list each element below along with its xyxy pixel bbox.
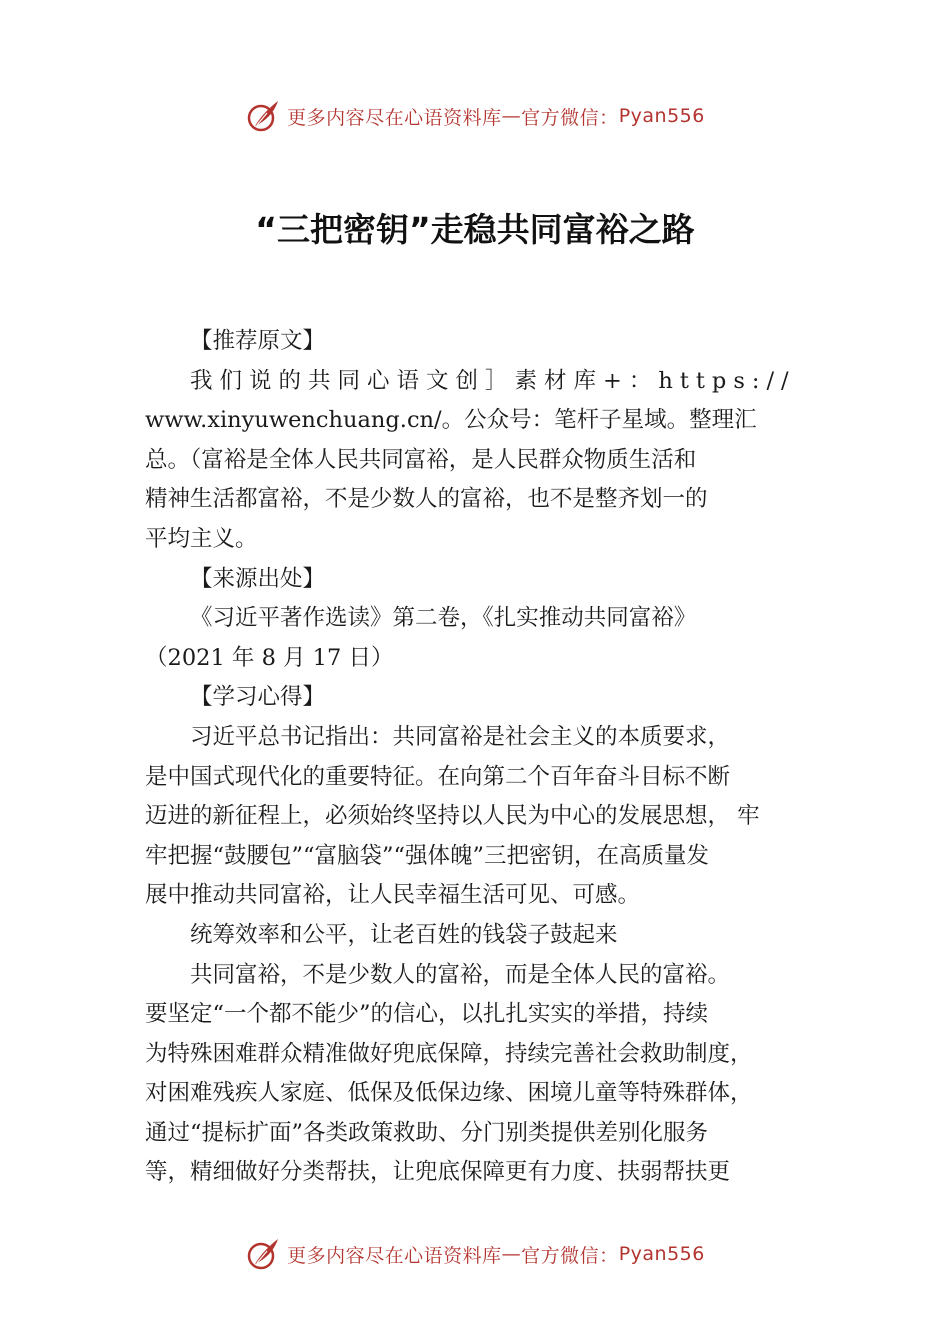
source-heading: 【来源出处】 (190, 565, 326, 592)
study-line: 迈进的新征程上，必须始终坚持以人民为中心的发展思想， 牢 (145, 803, 760, 830)
study-heading: 【学习心得】 (190, 684, 326, 711)
recommend-line: 平均主义。 (145, 525, 258, 552)
paragraph-line: 对困难残疾人家庭、低保及低保边缘、困境儿童等特殊群体， (145, 1080, 753, 1107)
document-body (145, 322, 817, 1193)
brand-dash: — (501, 1243, 522, 1265)
study-line: 是中国式现代化的重要特征。在向第二个百年奋斗目标不断 (145, 763, 731, 790)
section-subheading: 统筹效率和公平，让老百姓的钱袋子鼓起来 (190, 921, 618, 948)
recommend-line: www.xinyuwenchuang.cn/。公众号：笔杆子星域。整理汇 (145, 407, 757, 434)
brand-dash: — (501, 105, 522, 127)
study-line: 展中推动共同富裕，让人民幸福生活可见、可感。 (145, 882, 641, 909)
paragraph-line: 为特殊困难群众精准做好兜底保障，持续完善社会救助制度， (145, 1040, 753, 1067)
quill-feather-icon (245, 1236, 281, 1272)
paragraph-line: 要坚定“一个都不能少”的信心，以扎扎实实的举措，持续 (145, 1001, 709, 1028)
brand-text: 更多内容尽在心语资料库 (287, 1244, 502, 1267)
recommend-heading: 【推荐原文】 (190, 328, 326, 354)
paragraph-line: 共同富裕，不是少数人的富裕，而是全体人民的富裕。 (190, 961, 731, 988)
document-title: “三把密钥”走稳共同富裕之路 (255, 210, 695, 249)
paragraph-line: 等，精细做好分类帮扶，让兜底保障更有力度、扶弱帮扶更 (145, 1159, 731, 1186)
footer-banner (0, 1234, 950, 1274)
wechat-label: 官方微信： (521, 1244, 619, 1267)
recommend-line: 我们说的共同心语文创］素材库+：https:// (190, 367, 796, 394)
source-line: 《习近平著作选读》第二卷，《扎实推动共同富裕》 (190, 605, 697, 632)
recommend-line: 精神生活都富裕，不是少数人的富裕，也不是整齐划一的 (145, 486, 708, 513)
header-banner (0, 96, 950, 136)
study-line: 牢把握“鼓腰包”“富脑袋”“强体魄”三把密钥，在高质量发 (145, 842, 710, 869)
wechat-id: Pyan556 (618, 1243, 705, 1265)
study-line: 习近平总书记指出：共同富裕是社会主义的本质要求， (190, 723, 731, 750)
wechat-id: Pyan556 (618, 105, 705, 127)
paragraph-line: 通过“提标扩面”各类政策救助、分门别类提供差别化服务 (145, 1119, 709, 1146)
wechat-label: 官方微信： (521, 106, 619, 129)
recommend-line: 总。（富裕是全体人民共同富裕，是人民群众物质生活和 (145, 446, 697, 473)
source-line: （2021 年 8 月 17 日） (145, 644, 394, 671)
quill-feather-icon (245, 98, 281, 134)
brand-text: 更多内容尽在心语资料库 (287, 106, 502, 129)
